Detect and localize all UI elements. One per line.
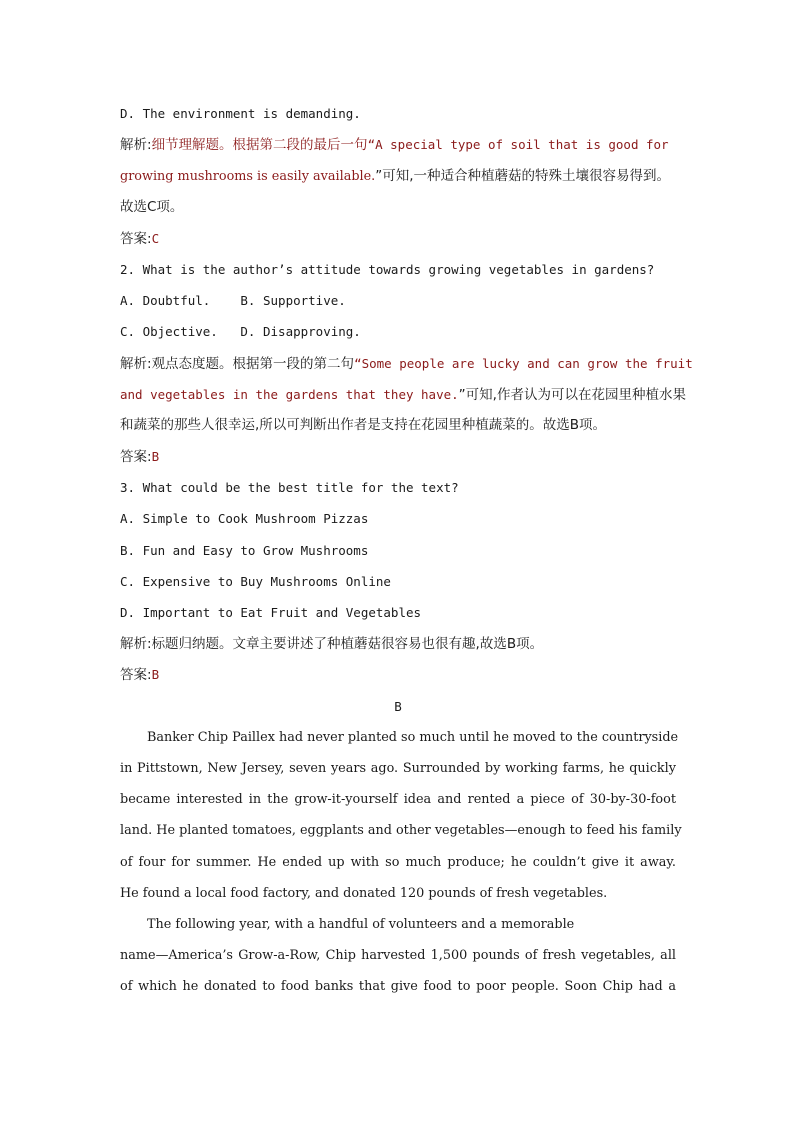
passage-line: became interested in the grow-it-yourself idea and rented a piece of 30-by-30-foot (120, 792, 676, 808)
q3-analysis-cn: 标题归纳题。文章主要讲述了种植蘑菇很容易也很有趣,故选B项。 (151, 636, 544, 653)
q2-answer (120, 441, 676, 472)
q3-option-a: A. Simple to Cook Mushroom Pizzas (120, 511, 369, 527)
q1-analysis-line-2 (120, 160, 676, 191)
passage-line: of four for summer. He ended up with so much produce; he couldn’t give it away. (120, 854, 676, 870)
q2-analysis-quote: “Some people are lucky and can grow the fruit (354, 355, 693, 371)
q1-analysis-line-1 (120, 129, 676, 160)
answer-value: B (151, 667, 160, 683)
q2-analysis-line-2 (120, 379, 686, 410)
q2-analysis-line-3: 和蔬菜的那些人很幸运,所以可判断出作者是支持在花园里种植蔬菜的。故选B项。 (120, 416, 607, 433)
q3-answer (120, 659, 676, 690)
q3-option-b: B. Fun and Easy to Grow Mushrooms (120, 542, 369, 558)
q1-analysis-quote-cont: growing mushrooms is easily available. (120, 169, 376, 185)
q3-option-c: C. Expensive to Buy Mushrooms Online (120, 573, 391, 589)
passage-line: of which he donated to food banks that give food to poor people. Soon Chip had a (120, 979, 676, 995)
passage-line: He found a local food factory, and donated 120 pounds of fresh vegetables. (120, 885, 608, 901)
q2-question: 2. What is the author’s attitude towards growing vegetables in gardens? (120, 261, 655, 277)
q2-analysis-line-1 (120, 348, 693, 379)
answer-value: B (151, 449, 160, 465)
q1-analysis-quote: “A special type of soil that is good for (367, 137, 669, 153)
q2-analysis-cn: 观点态度题。根据第一段的第二句 (151, 355, 355, 372)
answer-label: 答案: (120, 230, 152, 247)
answer-label: 答案: (120, 667, 152, 684)
passage-line: name—America’s Grow-a-Row, Chip harvested 1,500 pounds of fresh vegetables, all (120, 948, 676, 964)
passage-heading: B (394, 698, 402, 714)
passage-line: The following year, with a handful of volunteers and a memorable (147, 916, 575, 932)
q1-analysis-cn-cont: ”可知,一种适合种植蘑菇的特殊土壤很容易得到。 (375, 168, 671, 185)
q2-analysis-quote-cont: and vegetables in the gardens that they have. (120, 386, 459, 402)
analysis-label: 解析: (120, 137, 152, 154)
q1-option-d: D. The environment is demanding. (120, 106, 361, 121)
q2-options-ab: A. Doubtful. B. Supportive. (120, 293, 346, 309)
passage-line: Banker Chip Paillex had never planted so much until he moved to the countryside (147, 729, 679, 745)
answer-label: 答案: (120, 449, 152, 466)
passage-line: land. He planted tomatoes, eggplants and other vegetables—enough to feed his family (120, 823, 682, 839)
q1-answer (120, 223, 676, 254)
q2-analysis-cn-cont: ”可知,作者认为可以在花园里种植水果 (458, 386, 686, 403)
q1-analysis-cn: 细节理解题。根据第二段的最后一句 (151, 137, 368, 154)
q1-analysis-line-3: 故选C项。 (120, 198, 184, 215)
answer-value: C (151, 230, 160, 246)
q3-analysis (120, 628, 676, 659)
q3-option-d: D. Important to Eat Fruit and Vegetables (120, 605, 422, 620)
passage-line: in Pittstown, New Jersey, seven years ago. Surrounded by working farms, he quickly (120, 760, 676, 776)
document-content (120, 98, 693, 1002)
q2-options-cd: C. Objective. D. Disapproving. (120, 324, 361, 340)
q3-question: 3. What could be the best title for the text? (120, 480, 459, 496)
analysis-label: 解析: (120, 355, 152, 372)
analysis-label: 解析: (120, 636, 152, 653)
